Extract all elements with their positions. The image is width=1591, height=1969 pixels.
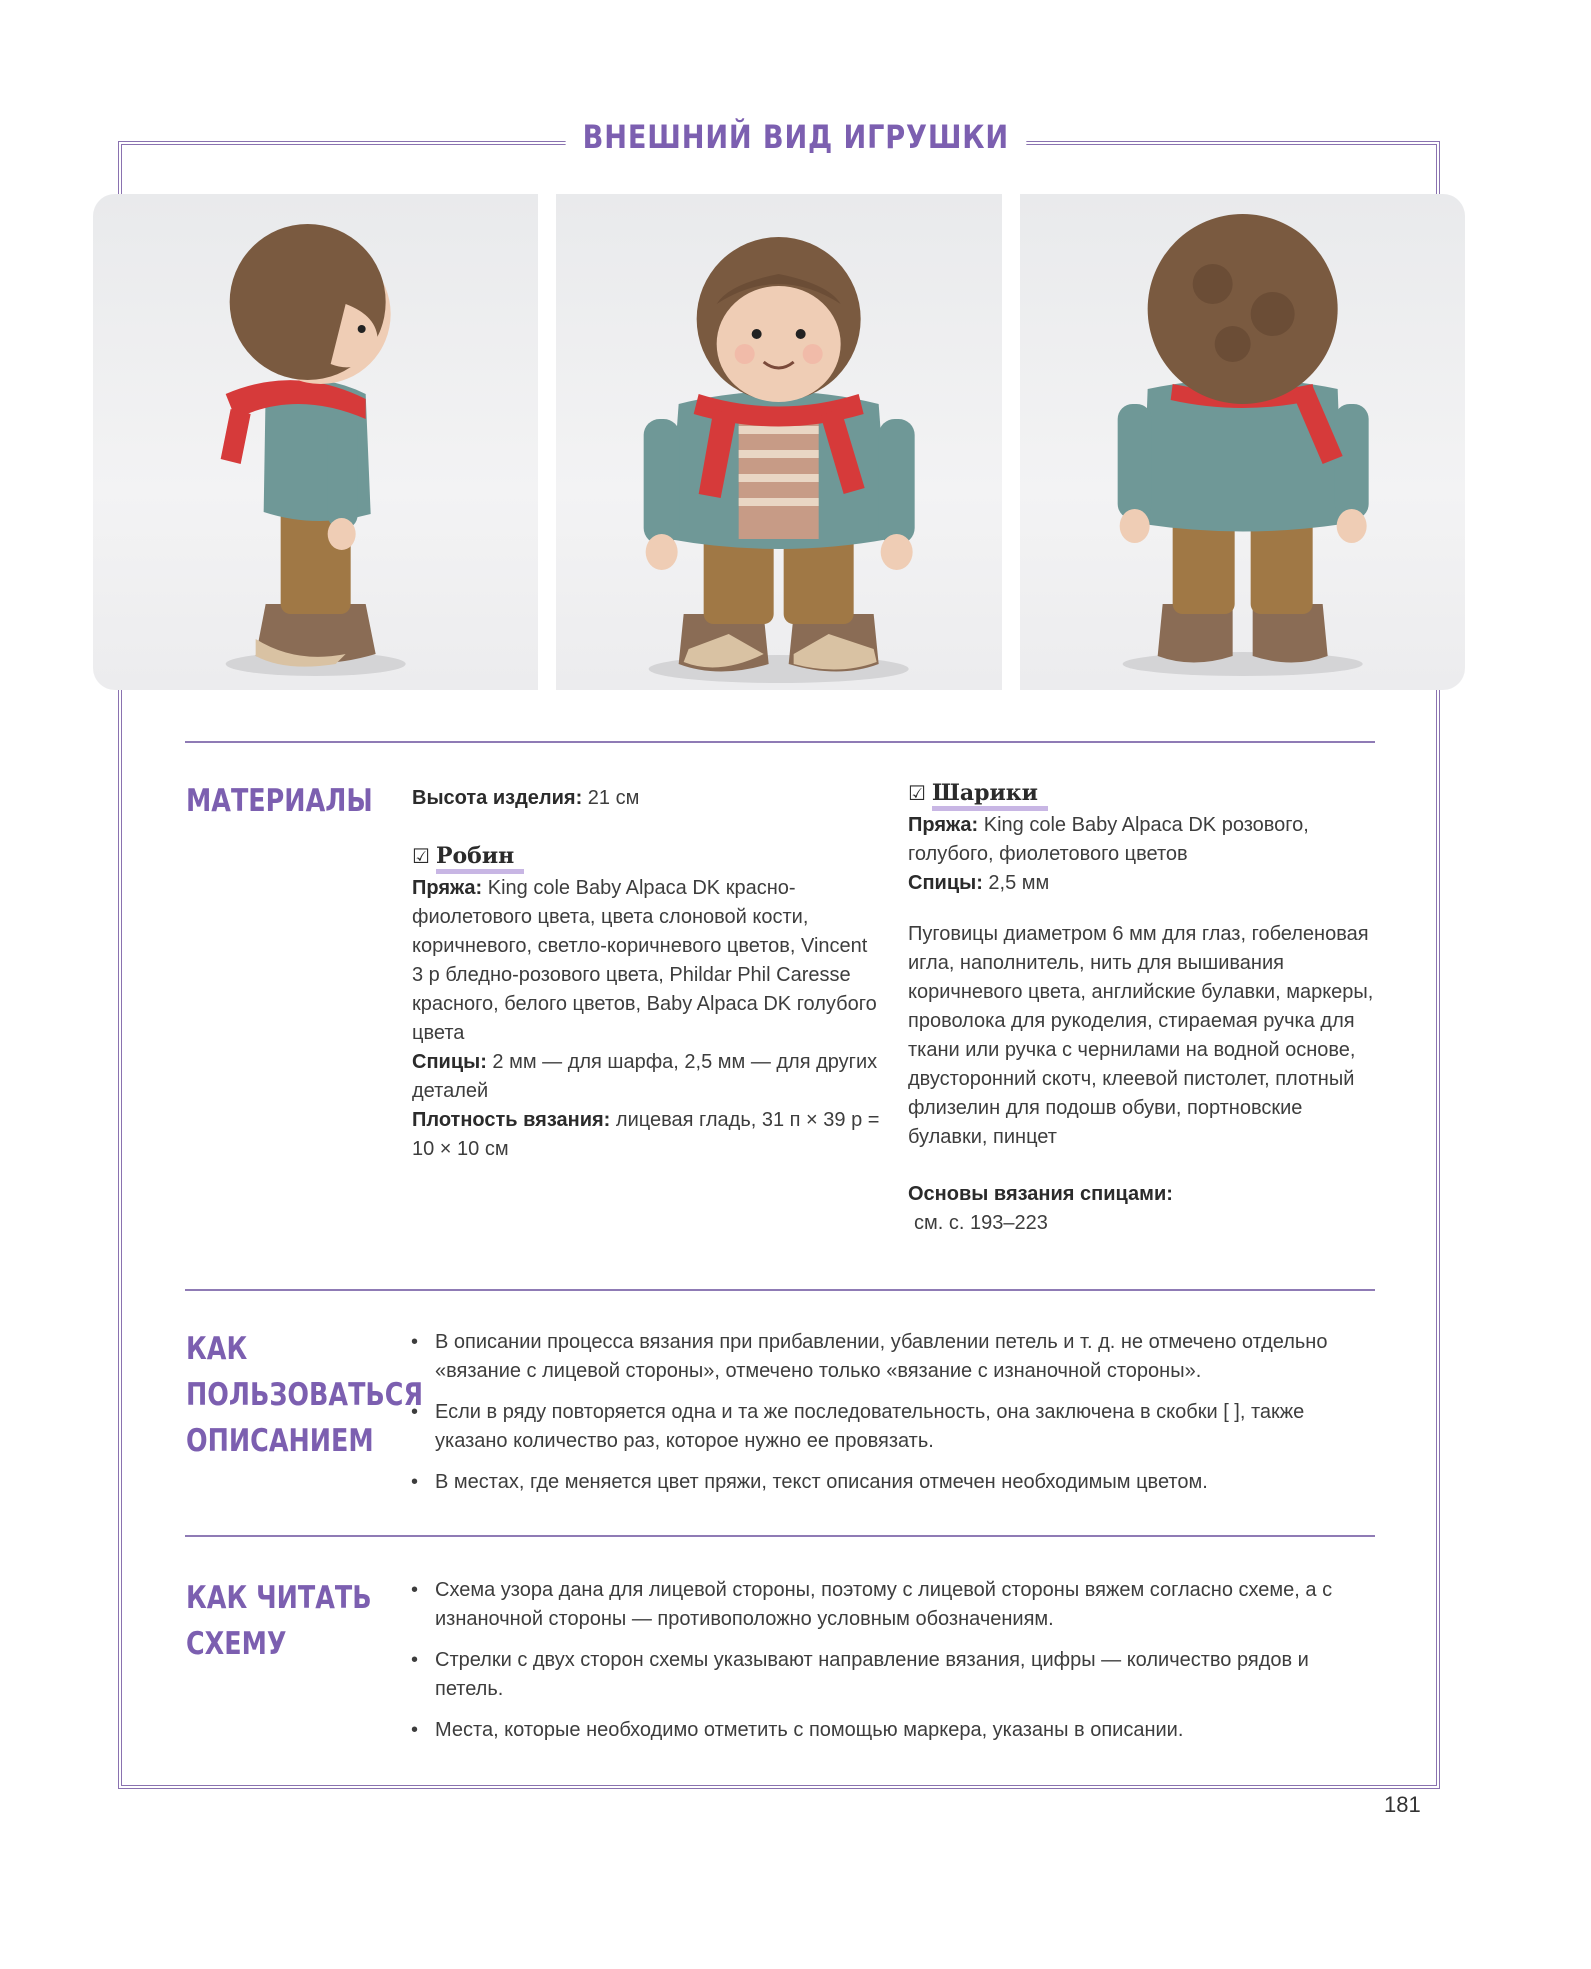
materials-left-column — [412, 784, 882, 1164]
doll-front-illustration — [556, 194, 1001, 690]
list-item: • Схема узора дана для лицевой стороны, поэтому с лицевой стороны вяжем согласно схеме, а с изнаночной стороны — противоположно условным обозначениям. — [411, 1576, 1371, 1634]
how-to-read-list — [411, 1576, 1371, 1757]
doll-side-illustration — [93, 194, 538, 690]
height-label: Высота изделия: — [412, 787, 583, 809]
robin-block — [412, 843, 882, 1164]
robin-needles-text: 2 мм — для шарфа, 2,5 мм — для других деталей — [412, 1051, 878, 1102]
robin-yarn-label: Пряжа: — [412, 877, 483, 899]
balls-yarn-text: King cole Baby Alpaca DK розового, голубого, фиолетового цветов — [908, 814, 1309, 865]
how-to-use-heading: КАК ПОЛЬЗОВАТЬСЯ ОПИСАНИЕМ — [186, 1331, 424, 1459]
checkbox-icon: ☑ — [908, 783, 926, 805]
height-line — [412, 784, 882, 813]
robin-needles-label: Спицы: — [412, 1051, 487, 1073]
divider-materials — [185, 741, 1375, 743]
list-item: • Места, которые необходимо отметить с помощью маркера, указаны в описании. — [411, 1716, 1371, 1745]
balls-block — [908, 780, 1378, 898]
how-to-use-list — [411, 1328, 1371, 1509]
balls-needles-label: Спицы: — [908, 872, 983, 894]
divider-how-to-read — [185, 1535, 1375, 1537]
doll-back-illustration — [1020, 194, 1465, 690]
basics-label: Основы вязания спицами: — [908, 1183, 1173, 1205]
balls-needles-text: 2,5 мм — [982, 872, 1050, 894]
list-item: • В местах, где меняется цвет пряжи, текст описания отмечен необходимым цветом. — [411, 1468, 1371, 1497]
photo-front-view — [556, 194, 1001, 690]
checkbox-icon: ☑ — [412, 846, 430, 868]
basics-ref: см. с. 193–223 — [914, 1212, 1048, 1234]
divider-how-to-use — [185, 1289, 1375, 1291]
materials-right-column — [908, 780, 1378, 1238]
photo-back-view — [1020, 194, 1465, 690]
page-title-wrap — [0, 118, 1591, 156]
balls-yarn-label: Пряжа: — [908, 814, 979, 836]
page-number: 181 — [1384, 1792, 1421, 1817]
toy-photos — [93, 194, 1465, 690]
list-item: • В описании процесса вязания при прибавлении, убавлении петель и т. д. не отмечено отдельно «вязание с лицевой стороны», отмечено только «вязание с изнаночной стороны». — [411, 1328, 1371, 1386]
robin-gauge-text: лицевая гладь, 31 п × 39 р = 10 × 10 см — [412, 1109, 880, 1160]
list-item: • Стрелки с двух сторон схемы указывают направление вязания, цифры — количество рядов и петель. — [411, 1646, 1371, 1704]
robin-name: Робин — [436, 843, 524, 874]
page-title: ВНЕШНИЙ ВИД ИГРУШКИ — [565, 118, 1025, 156]
how-to-read-heading: КАК ЧИТАТЬ СХЕМУ — [186, 1580, 372, 1662]
photo-side-view — [93, 194, 538, 690]
balls-name: Шарики — [932, 780, 1048, 811]
list-item: • Если в ряду повторяется одна и та же последовательность, она заключена в скобки [ ], также указано количество раз, которое нужно ее провязать. — [411, 1398, 1371, 1456]
extras-text: Пуговицы диаметром 6 мм для глаз, гобеленовая игла, наполнитель, нить для вышивания коричневого цвета, английские булавки, маркеры, проволока для рукоделия, стираемая ручка для ткани или ручка с чернилами на водной основе, двусторонний скотч, клеевой пистолет, плотный флизелин для подошв обуви, портновские булавки, пинцет — [908, 923, 1374, 1148]
robin-yarn-text: King cole Baby Alpaca DK красно-фиолетового цвета, цвета слоновой кости, коричневого, светло-коричневого цветов, Vincent 3 р бледно-розового цвета, Phildar Phil Caresse красного, белого цветов, Baby Alpaca DK голубого цвета — [412, 877, 877, 1044]
robin-gauge-label: Плотность вязания: — [412, 1109, 611, 1131]
materials-heading: МАТЕРИАЛЫ — [186, 783, 373, 819]
height-value: 21 см — [582, 787, 640, 809]
